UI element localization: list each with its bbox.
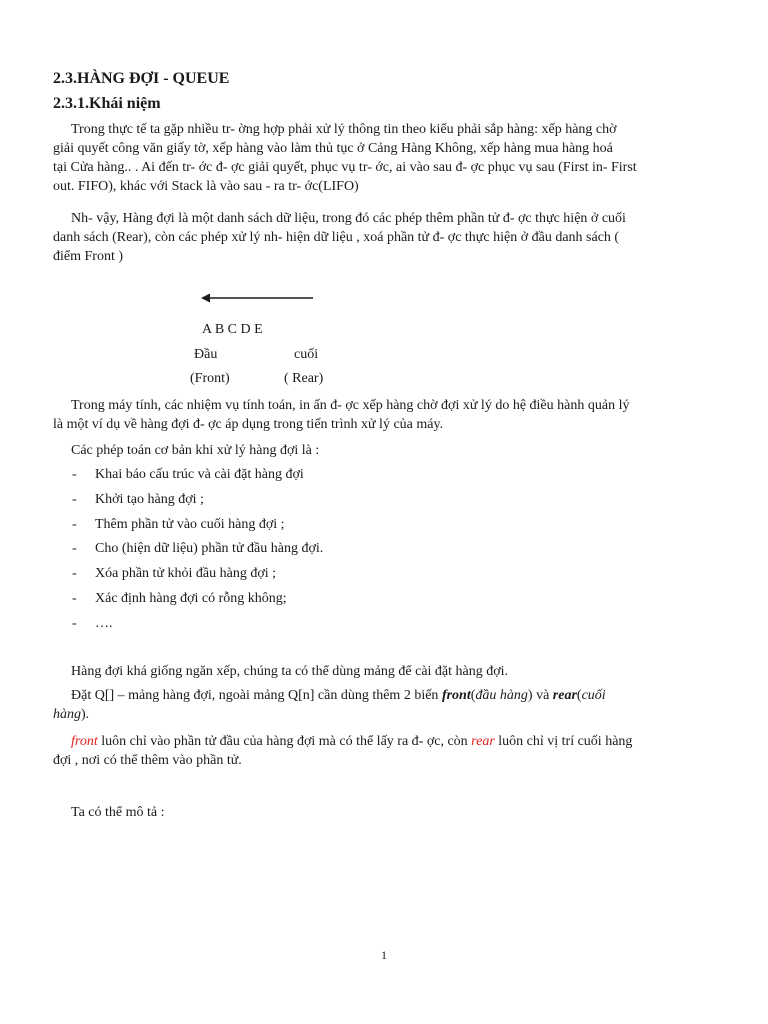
rear-description-cont: hàng: [53, 707, 81, 722]
front-label: Đầu: [194, 347, 218, 362]
list-item: [53, 564, 323, 589]
text-line: giải quyết công văn giấy tờ, xếp hàng vào làm thủ tục ở Cảng Hàng Không, xếp hàng mua hàng hoá: [53, 141, 613, 156]
dash-bullet: -: [72, 516, 77, 532]
array-implementation-paragraph: Hàng đợi khá giống ngăn xếp, chúng ta có thể dùng mảng để cài đặt hàng đợi.: [71, 664, 509, 679]
text-line: Nh- vậy, Hàng đợi là một danh sách dữ liệu, trong đó các phép thêm phần tử đ- ợc thực hiện ở cuối: [71, 211, 626, 226]
dash-bullet: -: [72, 615, 77, 631]
text-line: Trong máy tính, các nhiệm vụ tính toán, in ấn đ- ợc xếp hàng chờ đợi xử lý do hệ điều hành quản lý: [71, 398, 630, 413]
text-line: điểm Front ): [53, 249, 123, 264]
subsection-heading: 2.3.1.Khái niệm: [53, 95, 161, 112]
text-line: [53, 705, 732, 724]
dash-bullet: -: [72, 590, 77, 606]
left-arrow-icon: [201, 291, 315, 305]
intro-paragraph: [53, 120, 732, 196]
text-line: tại Cửa hàng.. . Ai đến tr- ớc đ- ợc giải quyết, phục vụ tr- ớc, ai vào sau đ- ợc phục vụ sau (First in- First: [53, 160, 637, 175]
text-span: Đặt Q[] – mảng hàng đợi, ngoài mảng Q[n] cần dùng thêm 2 biến: [71, 688, 442, 703]
operations-intro: Các phép toán cơ bản khi xử lý hàng đợi là :: [71, 443, 320, 458]
list-item: [53, 589, 323, 614]
dash-bullet: -: [72, 541, 77, 557]
text-line: Trong thực tế ta gặp nhiều tr- ờng hợp phải xử lý thông tin theo kiểu phải sắp hàng: xếp hàng chờ: [71, 122, 617, 137]
list-item-text: Xóa phần tử khỏi đầu hàng đợi ;: [95, 566, 277, 582]
text-span: luôn chỉ vào phần tử đầu của hàng đợi mà có thể lấy ra đ- ợc, còn: [97, 734, 472, 749]
front-name: (Front): [190, 371, 230, 386]
text-span: ).: [81, 707, 90, 722]
rear-label: cuối: [294, 347, 319, 362]
text-line: là một ví dụ về hàng đợi đ- ợc áp dụng trong tiến trình xử lý của máy.: [53, 417, 444, 432]
list-item: [53, 465, 323, 490]
text-line: đợi , nơi có thể thêm vào phần tử.: [53, 753, 242, 768]
dash-bullet: -: [72, 491, 77, 507]
list-item-text: Thêm phần tử vào cuối hàng đợi ;: [95, 516, 285, 532]
list-item-text: Xác định hàng đợi có rỗng không;: [95, 590, 287, 606]
pointer-paragraph: [53, 732, 732, 770]
text-span: ) và: [527, 688, 553, 703]
text-line: out. FIFO), khác với Stack là vào sau - ra tr- ớc(LIFO): [53, 179, 359, 194]
list-item: [53, 539, 323, 564]
operations-list: [53, 465, 323, 639]
list-item-text: Khai báo cấu trúc và cài đặt hàng đợi: [95, 467, 304, 482]
text-line: [53, 686, 732, 705]
dash-bullet: -: [72, 467, 77, 482]
list-item-text: Khởi tạo hàng đợi ;: [95, 491, 204, 507]
dash-bullet: -: [72, 566, 77, 582]
rear-variable: rear: [552, 688, 577, 703]
queue-elements: A B C D E: [202, 322, 263, 337]
front-keyword: front: [71, 734, 98, 749]
rear-description: cuối: [581, 688, 606, 703]
text-span: luôn chỉ vị trí cuối hàng: [494, 734, 633, 749]
list-item: [53, 515, 323, 540]
page-number: 1: [381, 948, 387, 962]
example-paragraph: [53, 396, 732, 434]
list-item: [53, 614, 323, 639]
front-variable: front: [441, 688, 471, 703]
text-span: (: [576, 688, 582, 703]
text-span: (: [470, 688, 476, 703]
text-line: [53, 732, 732, 751]
variables-paragraph: [53, 686, 732, 724]
rear-keyword: rear: [471, 734, 495, 749]
description-lead: Ta có thể mô tả :: [71, 805, 165, 820]
text-line: danh sách (Rear), còn các phép xử lý nh- hiện dữ liệu , xoá phần tử đ- ợc thực hiện ở đầu danh sách (: [53, 230, 620, 245]
section-heading: 2.3.HÀNG ĐỢI - QUEUE: [53, 70, 230, 87]
definition-paragraph: [53, 209, 732, 266]
list-item: [53, 490, 323, 515]
rear-name: ( Rear): [284, 371, 324, 386]
front-description: đầu hàng: [475, 688, 528, 703]
list-item-text: Cho (hiện dữ liệu) phần tử đầu hàng đợi.: [95, 541, 324, 557]
list-item-text: ….: [95, 615, 113, 631]
